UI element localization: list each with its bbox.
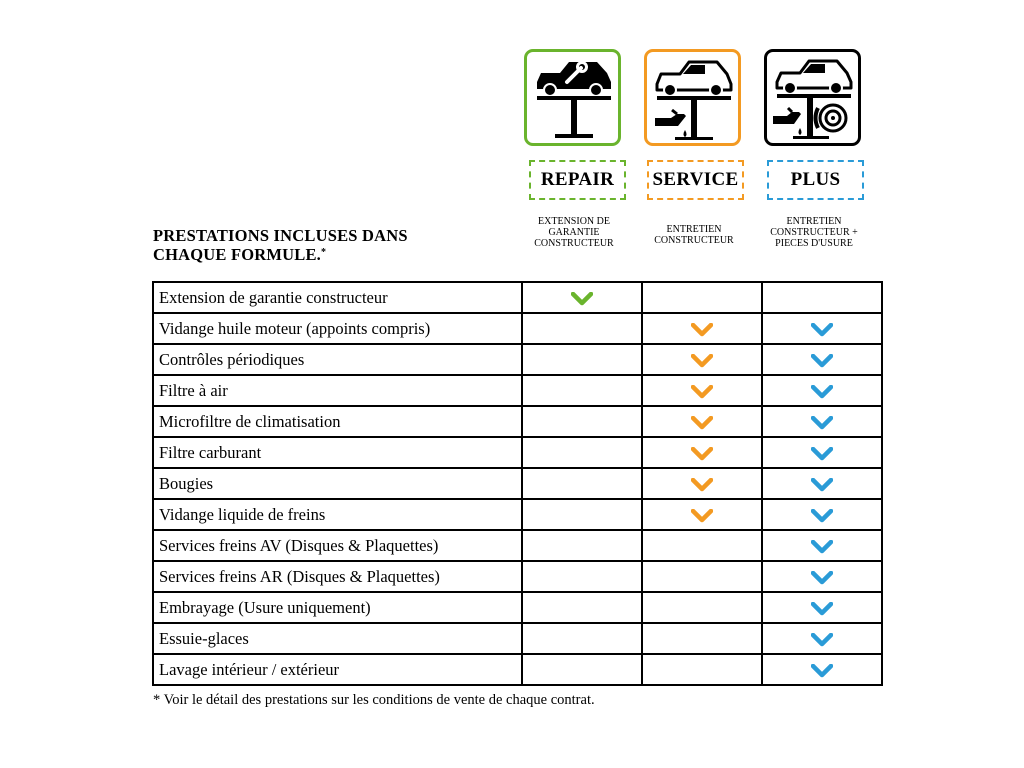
check-chevron-icon bbox=[691, 478, 713, 492]
repair-cell bbox=[522, 623, 642, 654]
check-chevron-icon bbox=[571, 292, 593, 306]
repair-cell bbox=[522, 437, 642, 468]
car-lift-wrench-icon bbox=[527, 52, 618, 143]
table-row bbox=[153, 406, 882, 437]
plus-cell bbox=[762, 530, 882, 561]
service-cell bbox=[642, 344, 762, 375]
plus-cell bbox=[762, 623, 882, 654]
service-description: ENTRETIEN CONSTRUCTEUR bbox=[654, 224, 734, 246]
repair-label: REPAIR bbox=[529, 160, 626, 200]
repair-plan-card bbox=[524, 49, 621, 146]
service-name: Extension de garantie constructeur bbox=[153, 282, 522, 313]
service-name: Filtre carburant bbox=[153, 437, 522, 468]
service-cell bbox=[642, 561, 762, 592]
car-lift-oil-brake-icon bbox=[767, 52, 858, 143]
table-row bbox=[153, 623, 882, 654]
plus-cell bbox=[762, 468, 882, 499]
check-chevron-icon bbox=[691, 385, 713, 399]
service-name: Vidange liquide de freins bbox=[153, 499, 522, 530]
check-chevron-icon bbox=[811, 540, 833, 554]
service-cell bbox=[642, 592, 762, 623]
table-row bbox=[153, 468, 882, 499]
repair-cell bbox=[522, 530, 642, 561]
service-cell bbox=[642, 437, 762, 468]
service-cell bbox=[642, 313, 762, 344]
services-table bbox=[152, 281, 883, 686]
footnote: * Voir le détail des prestations sur les conditions de vente de chaque contrat. bbox=[153, 692, 595, 708]
repair-cell bbox=[522, 592, 642, 623]
service-cell bbox=[642, 499, 762, 530]
service-cell bbox=[642, 375, 762, 406]
plus-cell bbox=[762, 313, 882, 344]
service-name: Services freins AR (Disques & Plaquettes) bbox=[153, 561, 522, 592]
check-chevron-icon bbox=[811, 447, 833, 461]
table-row bbox=[153, 282, 882, 313]
table-row bbox=[153, 437, 882, 468]
service-cell bbox=[642, 530, 762, 561]
table-row bbox=[153, 561, 882, 592]
repair-cell bbox=[522, 654, 642, 685]
check-chevron-icon bbox=[691, 509, 713, 523]
table-row bbox=[153, 375, 882, 406]
plus-cell bbox=[762, 592, 882, 623]
check-chevron-icon bbox=[691, 323, 713, 337]
check-chevron-icon bbox=[691, 416, 713, 430]
repair-cell bbox=[522, 282, 642, 313]
table-row bbox=[153, 313, 882, 344]
check-chevron-icon bbox=[811, 385, 833, 399]
repair-cell bbox=[522, 313, 642, 344]
table-title-asterisk: * bbox=[321, 247, 327, 258]
plus-cell bbox=[762, 654, 882, 685]
plus-label: PLUS bbox=[767, 160, 864, 200]
repair-cell bbox=[522, 561, 642, 592]
check-chevron-icon bbox=[691, 354, 713, 368]
repair-cell bbox=[522, 468, 642, 499]
service-cell bbox=[642, 406, 762, 437]
service-cell bbox=[642, 654, 762, 685]
check-chevron-icon bbox=[691, 447, 713, 461]
table-title bbox=[153, 226, 473, 264]
repair-cell bbox=[522, 499, 642, 530]
plus-cell bbox=[762, 499, 882, 530]
car-lift-oil-icon bbox=[647, 52, 738, 143]
plus-cell bbox=[762, 282, 882, 313]
service-name: Embrayage (Usure uniquement) bbox=[153, 592, 522, 623]
plus-cell bbox=[762, 344, 882, 375]
table-row bbox=[153, 499, 882, 530]
check-chevron-icon bbox=[811, 571, 833, 585]
service-name: Contrôles périodiques bbox=[153, 344, 522, 375]
check-chevron-icon bbox=[811, 478, 833, 492]
check-chevron-icon bbox=[811, 416, 833, 430]
table-row bbox=[153, 530, 882, 561]
check-chevron-icon bbox=[811, 664, 833, 678]
plus-cell bbox=[762, 437, 882, 468]
repair-cell bbox=[522, 406, 642, 437]
repair-cell bbox=[522, 375, 642, 406]
service-plan-card bbox=[644, 49, 741, 146]
service-cell bbox=[642, 282, 762, 313]
service-name: Filtre à air bbox=[153, 375, 522, 406]
service-name: Vidange huile moteur (appoints compris) bbox=[153, 313, 522, 344]
check-chevron-icon bbox=[811, 354, 833, 368]
plus-cell bbox=[762, 561, 882, 592]
plus-cell bbox=[762, 406, 882, 437]
service-name: Services freins AV (Disques & Plaquettes) bbox=[153, 530, 522, 561]
plus-description: ENTRETIEN CONSTRUCTEUR + PIECES D'USURE bbox=[770, 216, 858, 249]
service-name: Microfiltre de climatisation bbox=[153, 406, 522, 437]
services-table-body bbox=[153, 282, 882, 685]
service-name: Lavage intérieur / extérieur bbox=[153, 654, 522, 685]
table-row bbox=[153, 344, 882, 375]
table-title-text: PRESTATIONS INCLUSES DANS CHAQUE FORMULE. bbox=[153, 226, 408, 264]
plus-cell bbox=[762, 375, 882, 406]
check-chevron-icon bbox=[811, 602, 833, 616]
repair-description: EXTENSION DE GARANTIE CONSTRUCTEUR bbox=[534, 216, 614, 249]
service-label: SERVICE bbox=[647, 160, 744, 200]
table-row bbox=[153, 592, 882, 623]
service-name: Bougies bbox=[153, 468, 522, 499]
check-chevron-icon bbox=[811, 323, 833, 337]
service-cell bbox=[642, 623, 762, 654]
check-chevron-icon bbox=[811, 633, 833, 647]
service-cell bbox=[642, 468, 762, 499]
table-row bbox=[153, 654, 882, 685]
repair-cell bbox=[522, 344, 642, 375]
check-chevron-icon bbox=[811, 509, 833, 523]
plus-plan-card bbox=[764, 49, 861, 146]
service-name: Essuie-glaces bbox=[153, 623, 522, 654]
